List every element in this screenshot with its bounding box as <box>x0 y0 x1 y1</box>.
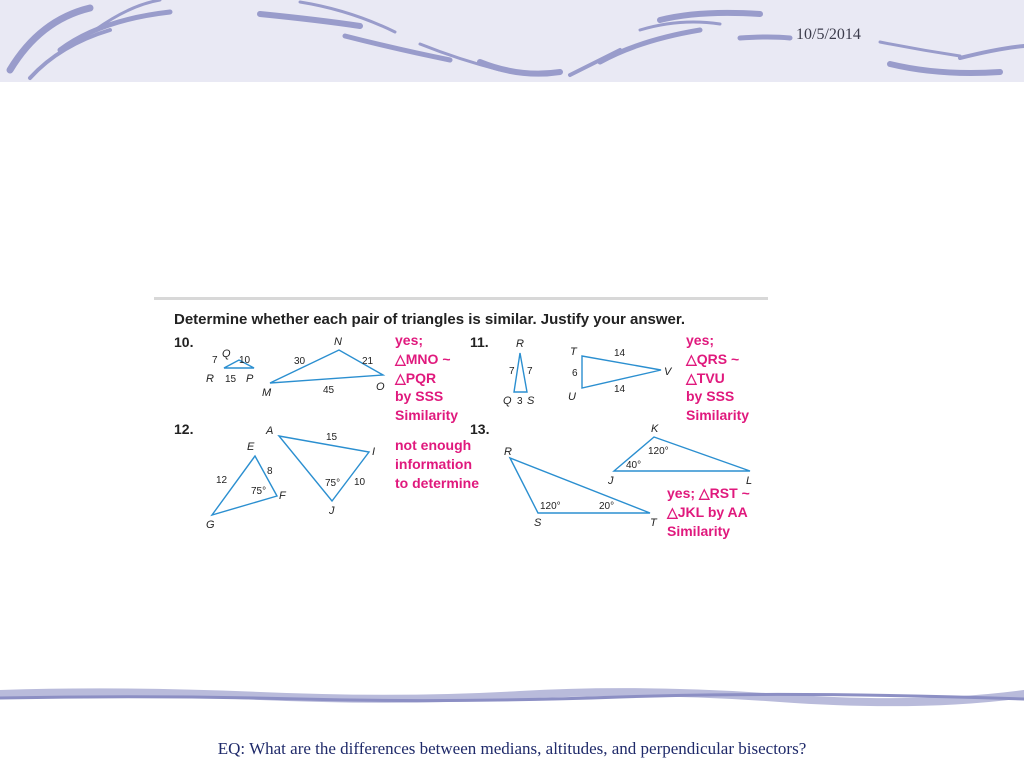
p10-side-no: 21 <box>362 356 374 367</box>
p10-side-mn: 30 <box>294 356 306 367</box>
essential-question-footer: EQ: What are the differences between medians, altitudes, and perpendicular bisectors? <box>217 739 807 758</box>
p11-side-rs: 7 <box>527 366 533 377</box>
p10-side-rp: 15 <box>225 374 237 385</box>
triangle-aij <box>279 436 369 501</box>
p11-side-rq: 7 <box>509 366 515 377</box>
p12-side-ef: 8 <box>267 466 273 477</box>
worksheet-top-rule <box>154 297 768 300</box>
p10-answer-line: yes; <box>395 332 424 348</box>
triangle-similarity-worksheet <box>154 297 768 542</box>
p11-label-v: V <box>664 366 672 378</box>
p10-label-p: P <box>246 373 254 385</box>
p12-answer-line: to determine <box>395 475 480 491</box>
p13-answer <box>666 485 750 539</box>
p13-label-k: K <box>651 423 659 435</box>
slide-date: 10/5/2014 <box>796 26 861 43</box>
p13-answer-line: △JKL by AA <box>667 504 748 520</box>
p13-answer-line: yes; △RST ~ <box>667 485 750 501</box>
p12-answer-line: information <box>395 456 472 472</box>
p11-answer-line: △QRS ~ <box>686 351 740 367</box>
problem-11-number: 11. <box>470 334 489 350</box>
p13-label-s: S <box>534 517 542 529</box>
p11-side-tu: 6 <box>572 368 578 379</box>
p11-answer-line: by SSS <box>686 388 735 404</box>
swirl-decoration <box>0 0 1024 82</box>
p12-side-eg: 12 <box>216 475 228 486</box>
p11-label-s: S <box>527 395 535 407</box>
p10-answer <box>394 332 458 423</box>
p11-label-q: Q <box>503 395 512 407</box>
p10-side-qr: 7 <box>212 355 218 366</box>
triangle-qrs <box>514 353 527 392</box>
p13-answer-line: Similarity <box>667 523 731 539</box>
header-banner <box>0 0 1024 82</box>
p12-answer <box>395 437 479 491</box>
p11-answer-line: △TVU <box>686 370 725 386</box>
p10-answer-line: △MNO ~ <box>395 351 451 367</box>
p11-answer-line: Similarity <box>686 407 750 423</box>
p10-side-qp: 10 <box>239 355 251 366</box>
p13-angle-k: 120° <box>648 446 669 457</box>
p11-label-r: R <box>516 338 524 350</box>
problem-13-number: 13. <box>470 421 490 437</box>
p13-angle-j: 40° <box>626 460 642 471</box>
p10-label-r: R <box>206 373 214 385</box>
p11-label-t: T <box>570 346 577 358</box>
p11-label-u: U <box>568 391 576 403</box>
p11-side-qs: 3 <box>517 396 523 407</box>
p10-answer-line: Similarity <box>395 407 459 423</box>
p11-answer-line: yes; <box>686 332 715 348</box>
p13-label-l: L <box>746 475 753 487</box>
p10-answer-line: by SSS <box>395 388 444 404</box>
p12-angle-j: 75° <box>325 478 341 489</box>
bottom-swirl-band <box>0 686 1024 708</box>
p12-side-ai: 15 <box>326 432 338 443</box>
p13-label-t: T <box>650 517 657 529</box>
p12-angle-e: 75° <box>251 486 267 497</box>
p10-side-mo: 45 <box>323 385 335 396</box>
p10-label-q: Q <box>222 348 231 360</box>
p12-label-e: E <box>247 441 255 453</box>
p11-side-tv: 14 <box>614 348 626 359</box>
p12-label-j: J <box>329 505 335 517</box>
p13-label-j: J <box>608 475 614 487</box>
p12-label-g: G <box>206 519 215 531</box>
p12-label-i: I <box>372 446 376 458</box>
problem-12-number: 12. <box>174 421 194 437</box>
p12-label-f: F <box>279 490 286 502</box>
p13-label-r: R <box>504 446 512 458</box>
p10-label-m: M <box>262 387 272 399</box>
p12-side-ij: 10 <box>354 477 366 488</box>
p12-answer-line: not enough <box>395 437 472 453</box>
p11-answer <box>685 332 749 423</box>
p10-answer-line: △PQR <box>395 370 437 386</box>
p13-angle-s: 120° <box>540 501 561 512</box>
p12-label-a: A <box>266 425 274 437</box>
worksheet-instruction: Determine whether each pair of triangles is similar. Justify your answer. <box>174 311 686 328</box>
p11-side-uv: 14 <box>614 384 626 395</box>
p10-label-o: O <box>376 381 385 393</box>
problem-10-number: 10. <box>174 334 194 350</box>
p13-angle-t: 20° <box>599 501 615 512</box>
p10-label-n: N <box>334 336 342 348</box>
